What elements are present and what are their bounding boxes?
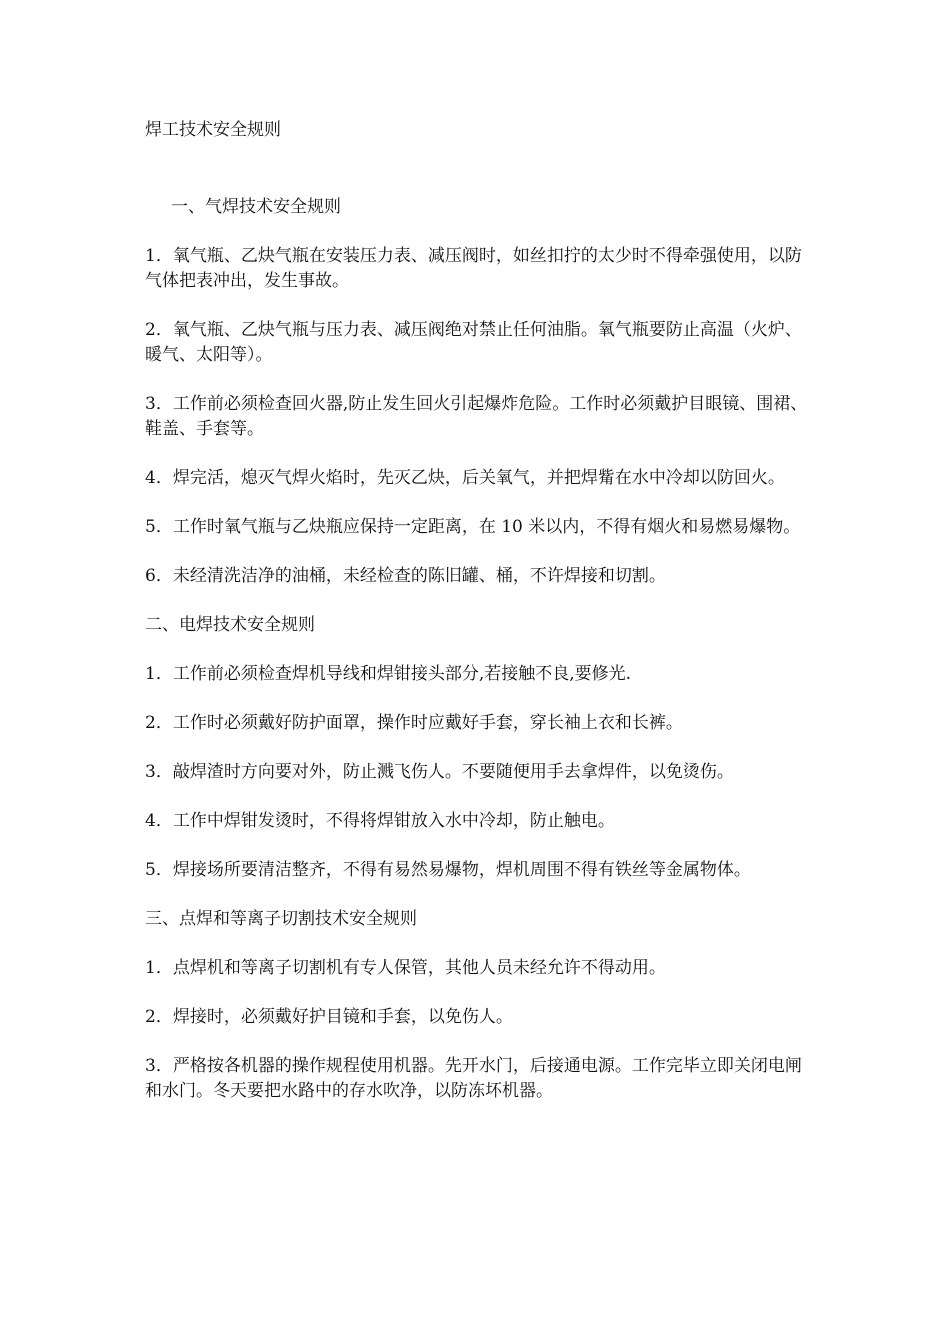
rule-item: 1．工作前必须检查焊机导线和焊钳接头部分,若接触不良,要修光. xyxy=(145,664,632,684)
rule-item: 1．点焊机和等离子切割机有专人保管，其他人员未经允许不得动用。 xyxy=(145,958,666,978)
rule-item: 2．焊接时，必须戴好护目镜和手套，以免伤人。 xyxy=(145,1007,513,1027)
rule-item: 3．工作前必须检查回火器,防止发生回火引起爆炸危险。工作时必须戴护目眼镜、围裙、鞋盖、手套等。 xyxy=(145,394,808,439)
rule-item: 1．氧气瓶、乙炔气瓶在安装压力表、减压阀时，如丝扣拧的太少时不得牵强使用，以防气体把表冲出，发生事故。 xyxy=(145,246,802,291)
rule-item: 2．氧气瓶、乙炔气瓶与压力表、减压阀绝对禁止任何油脂。氧气瓶要防止高温（火炉、暖气、太阳等）。 xyxy=(145,320,802,365)
rule-item: 4．焊完活，熄灭气焊火焰时，先灭乙炔，后关氧气，并把焊觜在水中冷却以防回火。 xyxy=(145,468,785,488)
rule-item: 6．未经清洗洁净的油桶，未经检查的陈旧罐、桶，不许焊接和切割。 xyxy=(145,566,666,586)
document-title: 焊工技术安全规则 xyxy=(145,120,281,140)
section-heading-spot-plasma: 三、点焊和等离子切割技术安全规则 xyxy=(145,909,417,929)
rule-item: 5．焊接场所要清洁整齐，不得有易然易爆物，焊机周围不得有铁丝等金属物体。 xyxy=(145,860,751,880)
rule-item: 2．工作时必须戴好防护面罩，操作时应戴好手套，穿长袖上衣和长裤。 xyxy=(145,713,683,733)
section-heading-electric-welding: 二、电焊技术安全规则 xyxy=(145,615,315,635)
rule-item: 3．敲焊渣时方向要对外，防止溅飞伤人。不要随便用手去拿焊件，以免烫伤。 xyxy=(145,762,734,782)
rule-item: 5．工作时氧气瓶与乙炔瓶应保持一定距离，在 10 米以内，不得有烟火和易燃易爆物。 xyxy=(145,517,801,537)
document-body xyxy=(145,118,810,1128)
section-heading-gas-welding: 一、气焊技术安全规则 xyxy=(171,197,341,217)
rule-item: 3．严格按各机器的操作规程使用机器。先开水门，后接通电源。工作完毕立即关闭电闸和水门。冬天要把水路中的存水吹净，以防冻坏机器。 xyxy=(145,1056,802,1101)
rule-item: 4．工作中焊钳发烫时，不得将焊钳放入水中冷却，防止触电。 xyxy=(145,811,615,831)
